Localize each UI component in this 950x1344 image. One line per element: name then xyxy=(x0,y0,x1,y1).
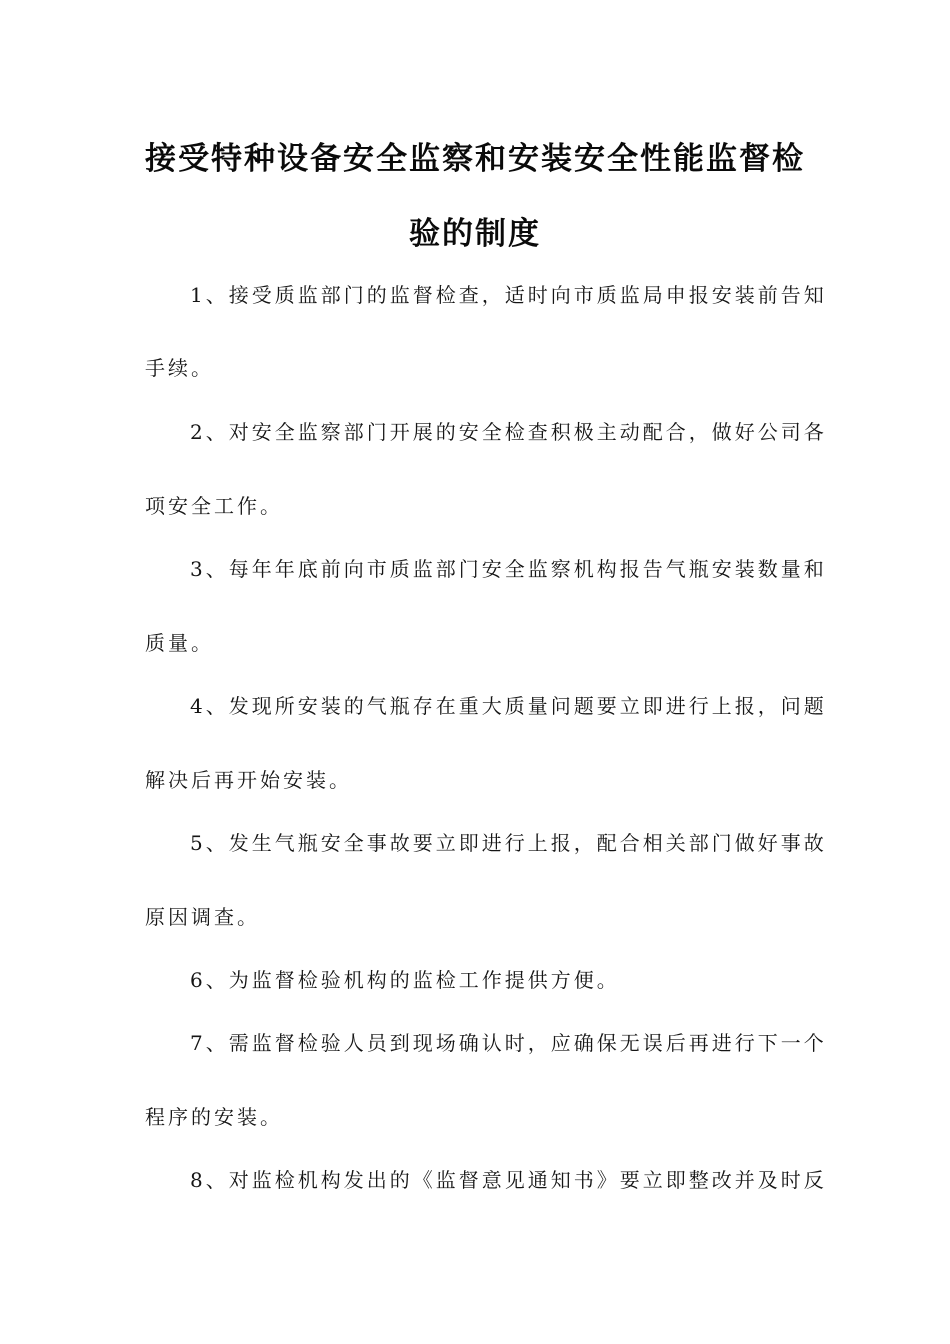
item-4-continuation: 解决后再开始安装。 xyxy=(145,768,352,792)
document-title-line-1: 接受特种设备安全监察和安装安全性能监督检 xyxy=(145,141,805,177)
item-7-text: 7、需监督检验人员到现场确认时，应确保无误后再进行下一个 xyxy=(190,1031,827,1055)
document-title-line-2: 验的制度 xyxy=(409,216,541,252)
item-1-text: 1、接受质监部门的监督检查，适时向市质监局申报安装前告知 xyxy=(190,283,827,307)
item-2-text: 2、对安全监察部门开展的安全检查积极主动配合，做好公司各 xyxy=(190,420,827,444)
item-3-continuation: 质量。 xyxy=(145,631,214,655)
item-5-continuation: 原因调查。 xyxy=(145,905,260,929)
item-2-continuation: 项安全工作。 xyxy=(145,494,283,518)
item-6-text: 6、为监督检验机构的监检工作提供方便。 xyxy=(190,968,620,992)
item-4-text: 4、发现所安装的气瓶存在重大质量问题要立即进行上报，问题 xyxy=(190,694,827,718)
item-8-text: 8、对监检机构发出的《监督意见通知书》要立即整改并及时反 xyxy=(190,1168,827,1192)
item-3-text: 3、每年年底前向市质监部门安全监察机构报告气瓶安装数量和 xyxy=(190,557,827,581)
item-7-continuation: 程序的安装。 xyxy=(145,1105,283,1129)
item-1-continuation: 手续。 xyxy=(145,356,214,380)
item-5-text: 5、发生气瓶安全事故要立即进行上报，配合相关部门做好事故 xyxy=(190,831,827,855)
